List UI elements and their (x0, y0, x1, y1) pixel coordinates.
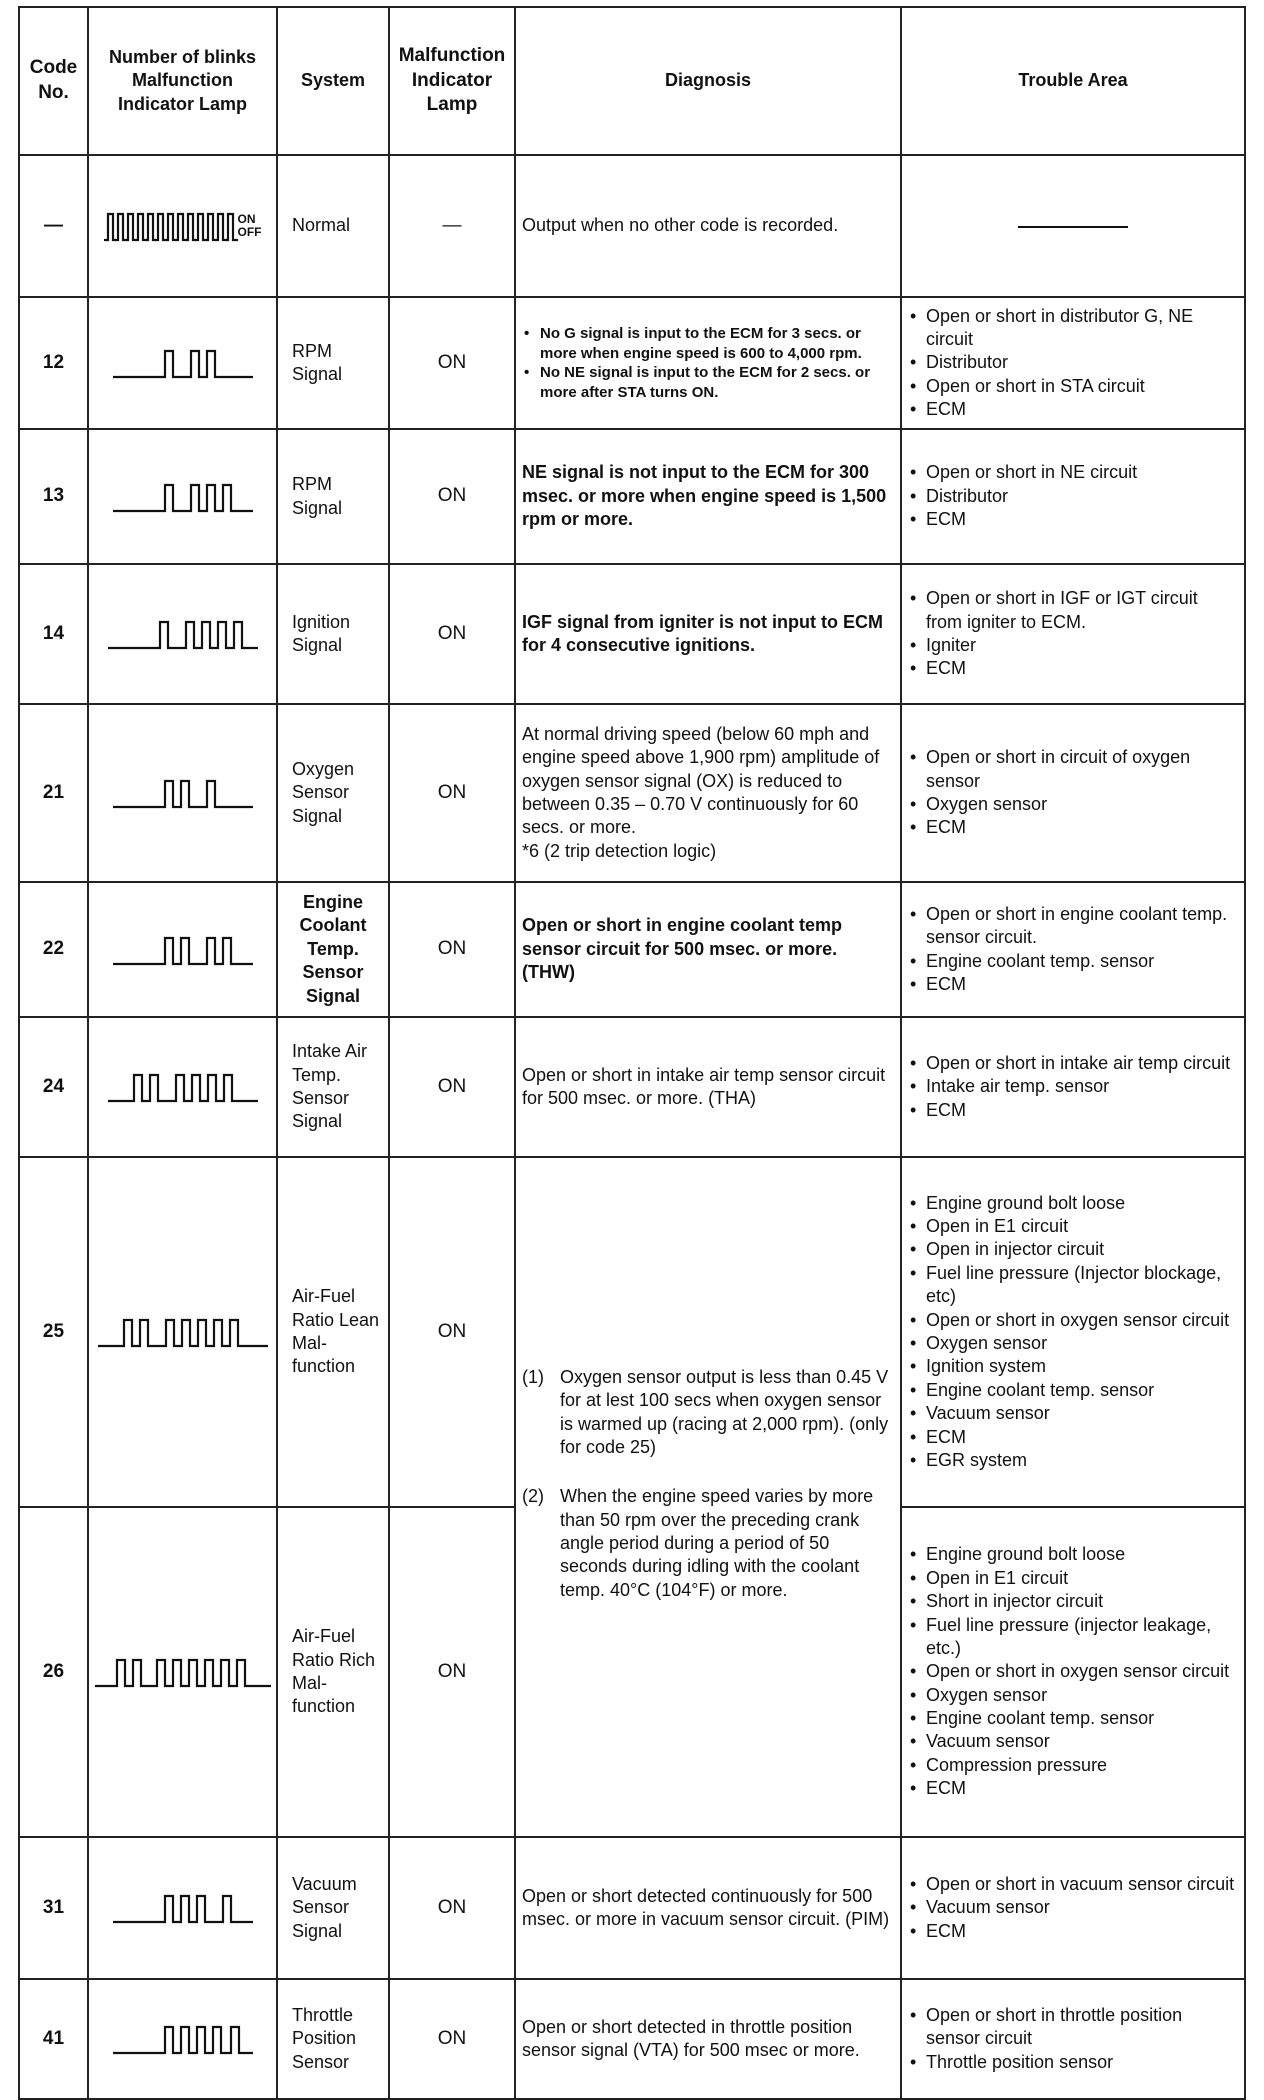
list-item: • Open or short in engine coolant temp. sensor circuit. (908, 903, 1238, 950)
list-item: • Open or short in NE circuit (908, 461, 1238, 484)
trouble-list (908, 903, 1238, 997)
blink-pattern-cell (88, 1157, 277, 1507)
table-row-code-31 (19, 1837, 1245, 1979)
system-cell: Air-Fuel Ratio Lean Mal-function (277, 1157, 389, 1507)
trouble-list (908, 1192, 1238, 1473)
blink-waveform-icon (113, 775, 253, 811)
list-item: • Igniter (908, 634, 1238, 657)
mil-cell: ON (389, 429, 515, 564)
header-mil: Malfunction Indicator Lamp (389, 7, 515, 155)
list-item: • ECM (908, 1099, 1238, 1122)
trouble-area-cell (901, 155, 1245, 297)
list-item: • Oxygen sensor (908, 793, 1238, 816)
header-blinks: Number of blinks Malfunction Indicator Lamp (88, 7, 277, 155)
mil-cell: ON (389, 882, 515, 1017)
blink-waveform-icon (113, 932, 253, 968)
list-item: • Open or short in STA circuit (908, 375, 1238, 398)
blink-waveform-icon (108, 616, 258, 652)
on-off-label: ON OFF (237, 212, 262, 239)
list-item: • Distributor (908, 485, 1238, 508)
diagnostic-code-table (18, 6, 1246, 2100)
system-cell: Air-Fuel Ratio Rich Mal-function (277, 1507, 389, 1837)
blink-pattern-cell (88, 297, 277, 429)
system-cell: Ignition Signal (277, 564, 389, 704)
trouble-area-cell (901, 882, 1245, 1017)
system-cell: RPM Signal (277, 297, 389, 429)
table-row-normal (19, 155, 1245, 297)
table-row-code-12 (19, 297, 1245, 429)
system-cell: Throttle Position Sensor (277, 1979, 389, 2099)
list-item: • Open or short in oxygen sensor circuit (908, 1309, 1238, 1332)
header-system: System (277, 7, 389, 155)
header-trouble-area: Trouble Area (901, 7, 1245, 155)
list-item: • Open or short in IGF or IGT circuit from igniter to ECM. (908, 587, 1238, 634)
system-cell: Intake Air Temp. Sensor Signal (277, 1017, 389, 1157)
list-item: • ECM (908, 508, 1238, 531)
system-cell: RPM Signal (277, 429, 389, 564)
list-item: • Ignition system (908, 1355, 1238, 1378)
diagnosis-numbered-list (522, 1366, 894, 1603)
list-item: • EGR system (908, 1449, 1238, 1472)
list-item: • Open in E1 circuit (908, 1567, 1238, 1590)
blink-pattern-cell (88, 1507, 277, 1837)
diagnosis-list (522, 324, 894, 402)
mil-cell: ON (389, 704, 515, 882)
trouble-area-cell (901, 429, 1245, 564)
list-item: • Open or short in throttle position sensor circuit (908, 2004, 1238, 2051)
code-cell: 14 (19, 564, 88, 704)
trouble-area-cell (901, 1017, 1245, 1157)
diagnosis-cell: Open or short detected continuously for 500 msec. or more in vacuum sensor circuit. (PIM) (515, 1837, 901, 1979)
table-row-code-13 (19, 429, 1245, 564)
code-cell: 13 (19, 429, 88, 564)
code-cell: — (19, 155, 88, 297)
blink-pattern-cell (88, 155, 277, 297)
list-item: • Vacuum sensor (908, 1402, 1238, 1425)
list-item: • Fuel line pressure (Injector blockage, etc) (908, 1262, 1238, 1309)
list-item: • ECM (908, 657, 1238, 680)
trouble-area-cell (901, 564, 1245, 704)
blink-waveform-icon (98, 1314, 268, 1350)
mil-cell: ON (389, 564, 515, 704)
list-item: • Engine coolant temp. sensor (908, 950, 1238, 973)
list-item: • Open or short in oxygen sensor circuit (908, 1660, 1238, 1683)
list-item: • Open in E1 circuit (908, 1215, 1238, 1238)
table-row-code-22 (19, 882, 1245, 1017)
diagnosis-cell (515, 704, 901, 882)
list-item: • Distributor (908, 351, 1238, 374)
mil-cell: — (389, 155, 515, 297)
trouble-area-cell (901, 1507, 1245, 1837)
blink-waveform-icon (113, 345, 253, 381)
trouble-area-cell (901, 1157, 1245, 1507)
list-item: • ECM (908, 1426, 1238, 1449)
code-cell: 25 (19, 1157, 88, 1507)
mil-cell: ON (389, 1157, 515, 1507)
blink-waveform-icon (108, 1069, 258, 1105)
blink-pattern-cell (88, 1979, 277, 2099)
mil-cell: ON (389, 1017, 515, 1157)
list-item: • Fuel line pressure (injector leakage, etc.) (908, 1614, 1238, 1661)
mil-cell: ON (389, 1837, 515, 1979)
list-item: • No NE signal is input to the ECM for 2 secs. or more after STA turns ON. (522, 363, 894, 402)
code-cell: 24 (19, 1017, 88, 1157)
blink-pattern-cell (88, 564, 277, 704)
list-item: • ECM (908, 973, 1238, 996)
mil-cell: ON (389, 297, 515, 429)
code-cell: 26 (19, 1507, 88, 1837)
diagnosis-text: At normal driving speed (below 60 mph and engine speed above 1,900 rpm) amplitude of oxygen sensor signal (OX) is reduced to between 0.35 – 0.70 V continuously for 60 secs. or more. (522, 723, 880, 838)
code-cell: 22 (19, 882, 88, 1017)
trouble-list (908, 587, 1238, 681)
diagnosis-note: *6 (2 trip detection logic) (522, 840, 717, 861)
list-item: • Open or short in distributor G, NE circuit (908, 305, 1238, 352)
blink-waveform-icon (113, 1890, 253, 1926)
blink-pattern-cell (88, 429, 277, 564)
list-item: • ECM (908, 1920, 1238, 1943)
list-item: • Compression pressure (908, 1754, 1238, 1777)
list-item: • Oxygen sensor (908, 1332, 1238, 1355)
list-item: • Engine ground bolt loose (908, 1192, 1238, 1215)
trouble-list (908, 1873, 1238, 1943)
list-item: (2) When the engine speed varies by more than 50 rpm over the preceding crank angle period during a period of 50 seconds during idling with the coolant temp. 40°C (104°F) or more. (522, 1486, 874, 1600)
trouble-list (908, 746, 1238, 840)
trouble-area-cell (901, 297, 1245, 429)
list-item: • Open in injector circuit (908, 1238, 1238, 1261)
diagnosis-cell: Open or short detected in throttle position sensor signal (VTA) for 500 msec or more. (515, 1979, 901, 2099)
dash-line (1018, 226, 1128, 228)
list-item: • ECM (908, 398, 1238, 421)
trouble-area-cell (901, 704, 1245, 882)
diagnosis-cell: Output when no other code is recorded. (515, 155, 901, 297)
code-cell: 41 (19, 1979, 88, 2099)
code-cell: 12 (19, 297, 88, 429)
list-item: (1) Oxygen sensor output is less than 0.45 V for at lest 100 secs when oxygen sensor is warmed up (racing at 2,000 rpm). (only for code 25) (522, 1366, 889, 1457)
table-row-code-21 (19, 704, 1245, 882)
list-item: • ECM (908, 816, 1238, 839)
list-item: • Engine ground bolt loose (908, 1543, 1238, 1566)
header-diagnosis: Diagnosis (515, 7, 901, 155)
trouble-list (908, 461, 1238, 531)
list-item: • Vacuum sensor (908, 1896, 1238, 1919)
table-row-code-41 (19, 1979, 1245, 2099)
blink-pattern-cell (88, 1837, 277, 1979)
list-item: • Open or short in vacuum sensor circuit (908, 1873, 1238, 1896)
trouble-list (908, 305, 1238, 422)
list-item: • Intake air temp. sensor (908, 1075, 1238, 1098)
table-row-code-14 (19, 564, 1245, 704)
table-row-code-25 (19, 1157, 1245, 1507)
list-item: • Open or short in intake air temp circuit (908, 1052, 1238, 1075)
code-cell: 31 (19, 1837, 88, 1979)
diagnosis-cell: Open or short in intake air temp sensor circuit for 500 msec. or more. (THA) (515, 1017, 901, 1157)
list-item: • Short in injector circuit (908, 1590, 1238, 1613)
diagnostic-code-table-sheet (18, 6, 1246, 2100)
diagnosis-cell: NE signal is not input to the ECM for 300 msec. or more when engine speed is 1,500 rpm or more. (515, 429, 901, 564)
system-cell: Oxygen Sensor Signal (277, 704, 389, 882)
system-cell: Normal (277, 155, 389, 297)
code-cell: 21 (19, 704, 88, 882)
list-item: • Engine coolant temp. sensor (908, 1707, 1238, 1730)
blink-waveform-icon (113, 2021, 253, 2057)
header-code: Code No. (19, 7, 88, 155)
diagnosis-cell: Open or short in engine coolant temp sensor circuit for 500 msec. or more. (THW) (515, 882, 901, 1017)
trouble-list (908, 1052, 1238, 1122)
system-cell: Engine Coolant Temp. Sensor Signal (277, 882, 389, 1017)
trouble-list (908, 1543, 1238, 1800)
list-item: • Oxygen sensor (908, 1684, 1238, 1707)
diagnosis-cell: IGF signal from igniter is not input to ECM for 4 consecutive ignitions. (515, 564, 901, 704)
blink-waveform-icon (104, 208, 238, 244)
list-item: • Throttle position sensor (908, 2051, 1238, 2074)
list-item: • No G signal is input to the ECM for 3 secs. or more when engine speed is 600 to 4,000 rpm. (522, 324, 894, 363)
system-cell: Vacuum Sensor Signal (277, 1837, 389, 1979)
blink-pattern-cell (88, 1017, 277, 1157)
blink-pattern-cell (88, 882, 277, 1017)
diagnosis-cell-shared (515, 1157, 901, 1837)
blink-waveform-icon (113, 479, 253, 515)
mil-cell: ON (389, 1979, 515, 2099)
list-item: • Vacuum sensor (908, 1730, 1238, 1753)
header-row (19, 7, 1245, 155)
list-item: • Engine coolant temp. sensor (908, 1379, 1238, 1402)
trouble-area-cell (901, 1979, 1245, 2099)
mil-cell: ON (389, 1507, 515, 1837)
diagnosis-cell (515, 297, 901, 429)
blink-waveform-icon (95, 1654, 271, 1690)
table-row-code-24 (19, 1017, 1245, 1157)
list-item: • Open or short in circuit of oxygen sensor (908, 746, 1238, 793)
trouble-area-cell (901, 1837, 1245, 1979)
blink-pattern-cell (88, 704, 277, 882)
list-item: • ECM (908, 1777, 1238, 1800)
trouble-list (908, 2004, 1238, 2074)
